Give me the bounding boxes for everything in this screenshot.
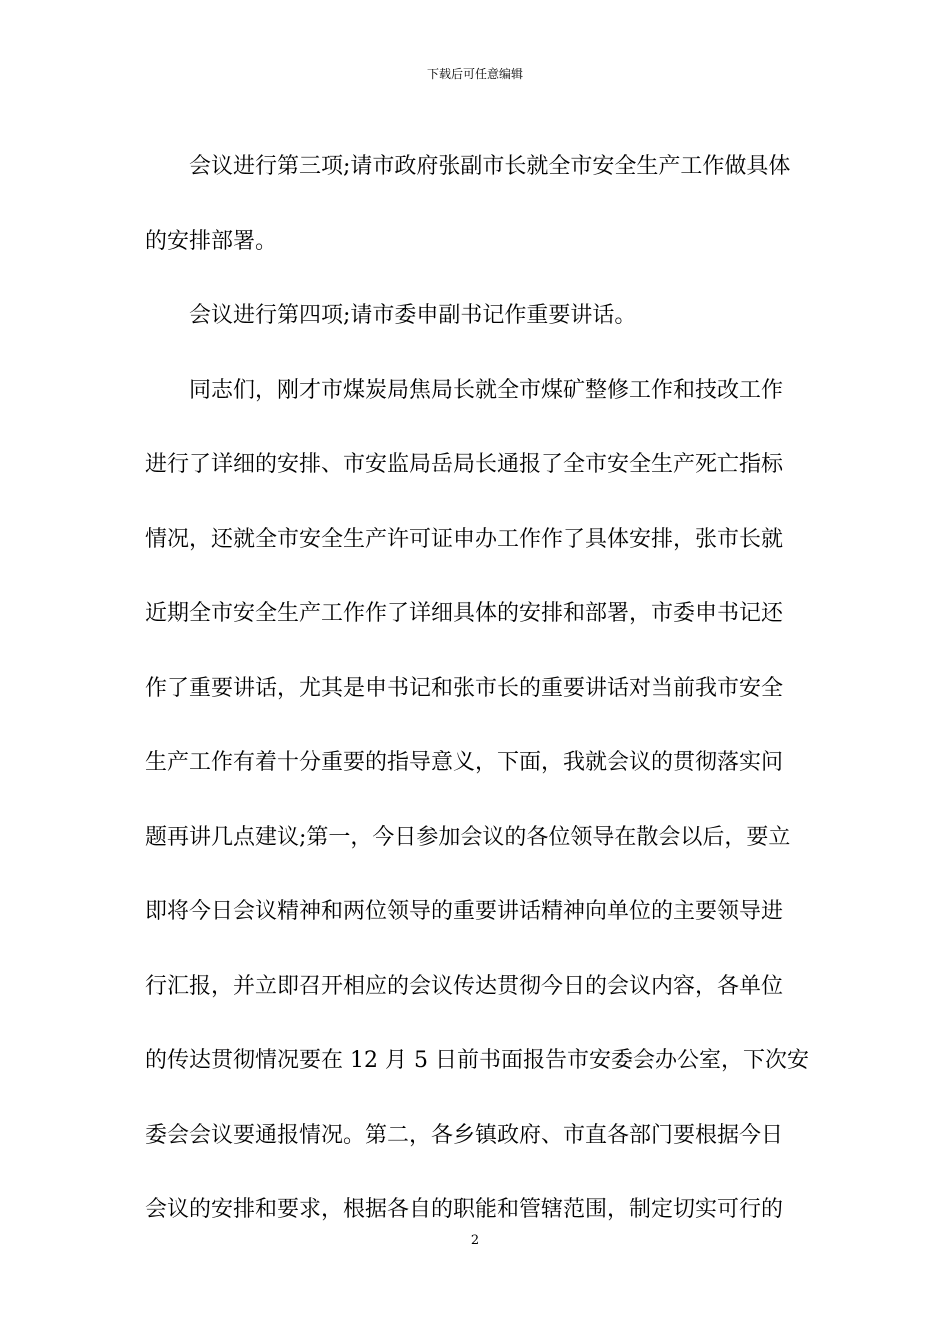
text-line: 会议进行第三项;请市政府张副市长就全市安全生产工作做具体 [189,154,791,179]
document-body [145,130,811,1248]
text-line: 情况，还就全市安全生产许可证申办工作作了具体安排，张市长就 [145,526,784,552]
text-line: 近期全市安全生产工作作了详细具体的安排和部署，市委申书记还 [145,601,784,626]
paragraph-item-3 [145,130,811,279]
text-line: 委会会议要通报情况。第二，各乡镇政府、市直各部门要根据今日 [145,1122,784,1148]
text-line: 的安排部署。 [145,228,278,254]
text-line: 同志们，刚才市煤炭局焦局长就全市煤矿整修工作和技改工作 [189,377,784,403]
text-line: 作了重要讲话，尤其是申书记和张市长的重要讲话对当前我市安全 [145,675,784,701]
text-line: 会议的安排和要求，根据各自的职能和管辖范围，制定切实可行的 [145,1197,784,1222]
text-line: 进行了详细的安排、市安监局岳局长通报了全市安全生产死亡指标 [145,452,784,477]
paragraph-item-4 [145,279,811,354]
page-number: 2 [470,1233,480,1248]
text-line: 的传达贯彻情况要在 12 月 5 日前书面报告市安委会办公室，下次安 [145,1048,809,1073]
text-line: 会议进行第四项;请市委申副书记作重要讲话。 [189,303,637,328]
text-line: 生产工作有着十分重要的指导意义，下面，我就会议的贯彻落实问 [145,750,784,775]
text-line: 题再讲几点建议;第一，今日参加会议的各位领导在散会以后，要立 [145,824,791,850]
text-line: 行汇报，并立即召开相应的会议传达贯彻今日的会议内容，各单位 [145,973,784,999]
paragraph-speech [145,354,811,1248]
page-header: 下载后可任意编辑 [426,67,523,81]
text-line: 即将今日会议精神和两位领导的重要讲话精神向单位的主要领导进 [145,899,784,924]
